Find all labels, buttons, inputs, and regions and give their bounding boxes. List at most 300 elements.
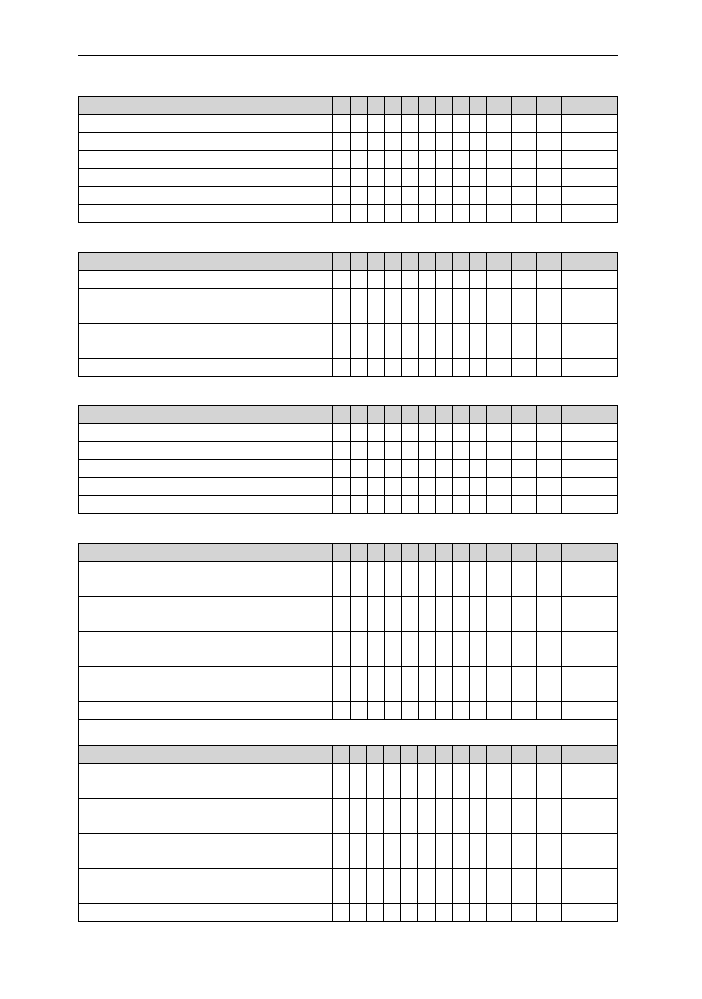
header-cell (469, 746, 486, 764)
row-check-cell (401, 289, 418, 324)
row-check-cell (401, 702, 418, 720)
row-check-cell (486, 205, 511, 223)
row-check-cell (350, 424, 367, 442)
header-cell (350, 97, 367, 115)
row-check-cell (469, 562, 486, 597)
row-check-cell (486, 187, 511, 205)
row-check-cell (384, 187, 401, 205)
table-row (79, 460, 618, 478)
row-check-cell (561, 460, 617, 478)
row-check-cell (350, 115, 367, 133)
row-description-cell (79, 904, 333, 922)
row-check-cell (561, 764, 617, 799)
row-check-cell (350, 869, 367, 904)
row-check-cell (536, 799, 561, 834)
row-check-cell (452, 271, 469, 289)
row-check-cell (486, 764, 511, 799)
row-description-cell (79, 834, 333, 869)
row-check-cell (469, 597, 486, 632)
row-check-cell (452, 115, 469, 133)
row-check-cell (435, 151, 452, 169)
row-check-cell (350, 205, 367, 223)
row-check-cell (452, 834, 469, 869)
row-check-cell (367, 133, 384, 151)
header-cell (536, 544, 561, 562)
row-description-cell (79, 869, 333, 904)
row-check-cell (418, 442, 435, 460)
row-check-cell (452, 702, 469, 720)
row-check-cell (350, 597, 367, 632)
row-check-cell (350, 764, 367, 799)
row-check-cell (367, 478, 384, 496)
row-check-cell (384, 597, 401, 632)
header-cell (469, 253, 486, 271)
header-cell (536, 406, 561, 424)
row-description-cell (79, 169, 333, 187)
row-check-cell (561, 904, 617, 922)
row-check-cell (511, 442, 536, 460)
row-check-cell (536, 271, 561, 289)
row-check-cell (561, 667, 617, 702)
table-row (79, 289, 618, 324)
header-cell (536, 97, 561, 115)
row-check-cell (418, 496, 435, 514)
row-check-cell (401, 205, 418, 223)
row-check-cell (561, 869, 617, 904)
row-check-cell (469, 496, 486, 514)
row-check-cell (418, 764, 435, 799)
header-cell (401, 253, 418, 271)
row-check-cell (536, 187, 561, 205)
row-check-cell (350, 562, 367, 597)
row-check-cell (350, 133, 367, 151)
row-check-cell (561, 115, 617, 133)
row-check-cell (350, 187, 367, 205)
row-description-cell (79, 597, 333, 632)
checklist-table-3 (78, 405, 618, 514)
table-row (79, 799, 618, 834)
header-cell (350, 746, 367, 764)
header-cell (561, 253, 617, 271)
row-check-cell (367, 496, 384, 514)
table-row (79, 667, 618, 702)
header-cell (367, 97, 384, 115)
row-check-cell (401, 632, 418, 667)
row-description-cell (79, 324, 333, 359)
header-cell (333, 97, 350, 115)
header-cell-description (79, 97, 333, 115)
header-cell (536, 746, 561, 764)
row-check-cell (367, 271, 384, 289)
row-check-cell (350, 169, 367, 187)
row-check-cell (367, 324, 384, 359)
row-check-cell (435, 187, 452, 205)
row-check-cell (469, 289, 486, 324)
row-check-cell (561, 496, 617, 514)
row-description-cell (79, 478, 333, 496)
row-check-cell (384, 904, 401, 922)
row-check-cell (401, 115, 418, 133)
header-cell (469, 544, 486, 562)
row-check-cell (452, 460, 469, 478)
row-check-cell (367, 764, 384, 799)
row-check-cell (418, 205, 435, 223)
table-header-row (79, 97, 618, 115)
table-row (79, 478, 618, 496)
row-check-cell (536, 169, 561, 187)
row-check-cell (561, 169, 617, 187)
row-check-cell (384, 424, 401, 442)
row-check-cell (350, 442, 367, 460)
table-row (79, 271, 618, 289)
row-check-cell (435, 478, 452, 496)
row-description-cell (79, 632, 333, 667)
row-check-cell (401, 460, 418, 478)
row-check-cell (418, 597, 435, 632)
header-cell (401, 746, 418, 764)
checklist-table-4 (78, 543, 618, 720)
row-description-cell (79, 460, 333, 478)
row-check-cell (452, 442, 469, 460)
row-check-cell (435, 702, 452, 720)
row-check-cell (486, 151, 511, 169)
row-check-cell (435, 460, 452, 478)
row-check-cell (561, 424, 617, 442)
row-check-cell (350, 632, 367, 667)
row-check-cell (384, 869, 401, 904)
row-check-cell (511, 478, 536, 496)
row-check-cell (452, 496, 469, 514)
row-check-cell (486, 442, 511, 460)
row-check-cell (452, 424, 469, 442)
row-check-cell (401, 799, 418, 834)
header-cell (333, 253, 350, 271)
row-check-cell (367, 187, 384, 205)
row-check-cell (486, 632, 511, 667)
row-check-cell (367, 169, 384, 187)
row-check-cell (418, 478, 435, 496)
row-check-cell (536, 869, 561, 904)
header-cell (418, 746, 435, 764)
row-check-cell (435, 324, 452, 359)
header-cell (561, 406, 617, 424)
header-cell (561, 746, 617, 764)
row-check-cell (333, 289, 350, 324)
header-cell (333, 746, 350, 764)
row-check-cell (452, 869, 469, 904)
row-check-cell (350, 799, 367, 834)
row-check-cell (333, 667, 350, 702)
row-check-cell (511, 702, 536, 720)
row-check-cell (511, 799, 536, 834)
table-row (79, 904, 618, 922)
row-check-cell (350, 289, 367, 324)
row-check-cell (536, 442, 561, 460)
row-description-cell (79, 442, 333, 460)
header-cell (401, 97, 418, 115)
row-check-cell (536, 702, 561, 720)
header-cell (561, 544, 617, 562)
table-row (79, 169, 618, 187)
row-check-cell (469, 764, 486, 799)
row-check-cell (511, 904, 536, 922)
row-check-cell (511, 271, 536, 289)
row-check-cell (418, 460, 435, 478)
row-check-cell (367, 424, 384, 442)
header-cell (435, 253, 452, 271)
row-check-cell (511, 834, 536, 869)
table-row (79, 187, 618, 205)
row-check-cell (561, 133, 617, 151)
table-row (79, 764, 618, 799)
row-check-cell (401, 597, 418, 632)
row-check-cell (418, 834, 435, 869)
row-check-cell (486, 289, 511, 324)
row-description-cell (79, 187, 333, 205)
header-cell (435, 97, 452, 115)
row-check-cell (350, 359, 367, 377)
row-description-cell (79, 151, 333, 169)
row-check-cell (384, 667, 401, 702)
row-check-cell (536, 764, 561, 799)
header-cell (486, 253, 511, 271)
header-cell (384, 746, 401, 764)
row-check-cell (435, 424, 452, 442)
row-check-cell (486, 667, 511, 702)
row-check-cell (486, 597, 511, 632)
row-check-cell (384, 115, 401, 133)
table-header-row (79, 746, 618, 764)
row-check-cell (333, 324, 350, 359)
row-check-cell (401, 478, 418, 496)
row-check-cell (486, 904, 511, 922)
table-row (79, 424, 618, 442)
row-check-cell (469, 442, 486, 460)
table-header-row (79, 406, 618, 424)
checklist-table-2 (78, 252, 618, 377)
row-check-cell (418, 133, 435, 151)
row-check-cell (435, 904, 452, 922)
row-check-cell (435, 442, 452, 460)
table-row (79, 869, 618, 904)
row-check-cell (401, 271, 418, 289)
row-check-cell (561, 478, 617, 496)
row-check-cell (452, 764, 469, 799)
row-check-cell (333, 205, 350, 223)
row-check-cell (511, 169, 536, 187)
row-description-cell (79, 133, 333, 151)
header-cell (486, 406, 511, 424)
row-check-cell (536, 289, 561, 324)
row-check-cell (435, 799, 452, 834)
header-cell (367, 253, 384, 271)
table-header-row (79, 544, 618, 562)
table-row (79, 442, 618, 460)
row-check-cell (384, 702, 401, 720)
header-cell (418, 97, 435, 115)
table-row (79, 133, 618, 151)
row-check-cell (418, 562, 435, 597)
row-check-cell (333, 632, 350, 667)
row-check-cell (486, 324, 511, 359)
row-check-cell (367, 460, 384, 478)
row-check-cell (452, 632, 469, 667)
table-row (79, 632, 618, 667)
row-check-cell (536, 359, 561, 377)
checklist-table-1 (78, 96, 618, 223)
table-row (79, 702, 618, 720)
header-cell (452, 253, 469, 271)
row-check-cell (469, 869, 486, 904)
row-check-cell (367, 289, 384, 324)
row-check-cell (469, 359, 486, 377)
row-check-cell (452, 597, 469, 632)
row-check-cell (536, 667, 561, 702)
row-check-cell (401, 133, 418, 151)
row-check-cell (401, 151, 418, 169)
row-check-cell (469, 169, 486, 187)
table-separator-band (79, 720, 618, 746)
row-check-cell (561, 205, 617, 223)
row-description-cell (79, 289, 333, 324)
row-check-cell (367, 205, 384, 223)
header-cell (418, 544, 435, 562)
row-check-cell (469, 271, 486, 289)
header-cell-description (79, 253, 333, 271)
header-cell (486, 544, 511, 562)
row-check-cell (384, 562, 401, 597)
row-check-cell (384, 324, 401, 359)
header-cell (452, 544, 469, 562)
row-check-cell (333, 799, 350, 834)
row-check-cell (401, 764, 418, 799)
row-check-cell (486, 133, 511, 151)
row-check-cell (367, 702, 384, 720)
row-check-cell (384, 799, 401, 834)
header-cell (333, 406, 350, 424)
row-check-cell (435, 632, 452, 667)
row-check-cell (511, 562, 536, 597)
row-check-cell (333, 478, 350, 496)
row-check-cell (469, 133, 486, 151)
row-check-cell (333, 869, 350, 904)
row-check-cell (367, 904, 384, 922)
row-check-cell (435, 562, 452, 597)
row-check-cell (536, 151, 561, 169)
table-header-row (79, 253, 618, 271)
row-check-cell (401, 562, 418, 597)
row-check-cell (511, 187, 536, 205)
row-check-cell (384, 271, 401, 289)
row-check-cell (384, 496, 401, 514)
row-check-cell (435, 205, 452, 223)
row-check-cell (367, 834, 384, 869)
row-check-cell (469, 187, 486, 205)
row-check-cell (435, 834, 452, 869)
row-check-cell (401, 359, 418, 377)
row-check-cell (384, 289, 401, 324)
row-check-cell (418, 904, 435, 922)
row-check-cell (469, 702, 486, 720)
row-check-cell (333, 169, 350, 187)
row-check-cell (384, 359, 401, 377)
row-check-cell (435, 133, 452, 151)
row-check-cell (367, 151, 384, 169)
row-check-cell (469, 478, 486, 496)
row-check-cell (401, 187, 418, 205)
row-check-cell (418, 324, 435, 359)
row-check-cell (561, 442, 617, 460)
header-cell (350, 253, 367, 271)
row-check-cell (367, 359, 384, 377)
row-check-cell (333, 764, 350, 799)
header-cell (401, 544, 418, 562)
header-cell (401, 406, 418, 424)
row-check-cell (561, 834, 617, 869)
header-cell (384, 406, 401, 424)
row-check-cell (452, 289, 469, 324)
row-check-cell (333, 424, 350, 442)
row-check-cell (486, 869, 511, 904)
row-description-cell (79, 205, 333, 223)
row-check-cell (536, 324, 561, 359)
row-check-cell (350, 904, 367, 922)
row-check-cell (486, 271, 511, 289)
row-check-cell (384, 460, 401, 478)
row-check-cell (536, 478, 561, 496)
row-check-cell (536, 632, 561, 667)
row-description-cell (79, 115, 333, 133)
row-check-cell (469, 424, 486, 442)
row-check-cell (401, 904, 418, 922)
row-check-cell (401, 169, 418, 187)
row-check-cell (367, 632, 384, 667)
row-check-cell (435, 667, 452, 702)
table-row (79, 562, 618, 597)
row-check-cell (401, 496, 418, 514)
row-description-cell (79, 764, 333, 799)
table-row (79, 205, 618, 223)
row-check-cell (561, 359, 617, 377)
header-cell (435, 544, 452, 562)
row-check-cell (367, 115, 384, 133)
row-check-cell (536, 460, 561, 478)
row-check-cell (367, 562, 384, 597)
header-cell (367, 746, 384, 764)
row-check-cell (561, 151, 617, 169)
row-check-cell (333, 271, 350, 289)
header-cell (452, 97, 469, 115)
row-check-cell (536, 597, 561, 632)
row-check-cell (561, 632, 617, 667)
row-check-cell (350, 324, 367, 359)
row-check-cell (536, 496, 561, 514)
row-check-cell (536, 904, 561, 922)
row-check-cell (418, 271, 435, 289)
row-check-cell (536, 834, 561, 869)
row-check-cell (435, 597, 452, 632)
row-check-cell (511, 115, 536, 133)
table-row (79, 496, 618, 514)
row-check-cell (333, 702, 350, 720)
row-check-cell (350, 151, 367, 169)
header-cell (384, 544, 401, 562)
row-check-cell (367, 869, 384, 904)
row-check-cell (367, 799, 384, 834)
row-check-cell (333, 359, 350, 377)
header-cell (384, 253, 401, 271)
row-check-cell (486, 460, 511, 478)
